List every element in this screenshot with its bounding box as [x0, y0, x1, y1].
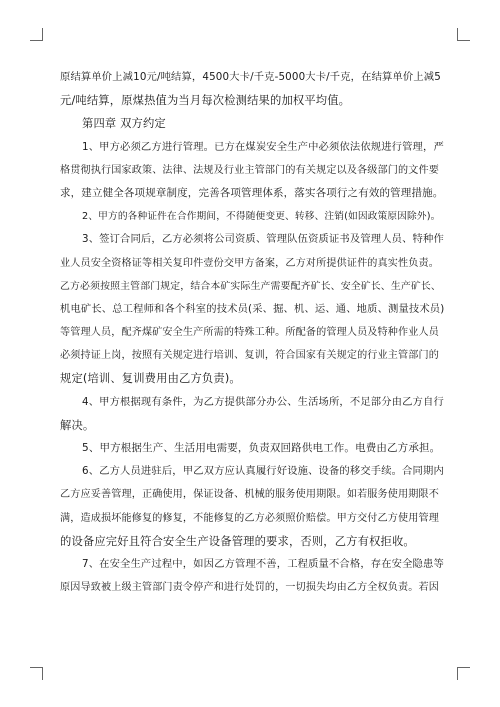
text-line: 业人员安全资格证等相关复印件壹份交甲方备案，乙方对所提供证件的真实性负责。	[60, 257, 440, 269]
text-line: 格贯彻执行国家政策、法律、法规及行业主管部门的有关规定以及各级部门的文件要	[60, 164, 440, 176]
text-line: 原因导致被上级主管部门责令停产和进行处罚的，一切损失均由乙方全权负责。若因	[60, 582, 440, 594]
text-line: 必须持证上岗，按照有关规定进行培训、复训，符合国家有关规定的行业主管部门的	[60, 350, 440, 362]
text-line: 1、甲方必须乙方进行管理。已方在煤炭安全生产中必须依法依规进行管理，严	[82, 140, 444, 153]
text-line: 6、乙方人员进驻后，甲乙双方应认真履行好设施、设备的移交手续。合同期内	[82, 465, 444, 478]
text-line: 满，造成损坏能修复的修复，不能修复的乙方必须照价赔偿。甲方交付乙方使用管理	[60, 512, 440, 524]
text-line: 2、甲方的各种证件在合作期间，不得随便变更、转移、注销(如因政策原因除外)。	[82, 211, 441, 223]
text-line: 5、甲方根据生产、生活用电需要，负责双回路供电工作。电费由乙方承担。	[82, 442, 441, 454]
text-line: 的设备应完好且符合安全生产设备管理的要求，否则，乙方有权拒收。	[60, 534, 415, 548]
crop-mark-bottom-right	[457, 667, 470, 680]
crop-mark-top-right	[457, 28, 470, 41]
text-line: 4、甲方根据现有条件，为乙方提供部分办公、生活场所，不足部分由乙方自行	[82, 395, 444, 408]
text-line: 元/吨结算，原煤热值为当月每次检测结果的加权平均值。	[60, 94, 351, 108]
document-body	[60, 66, 444, 599]
text-line: 第四章 双方约定	[82, 117, 166, 131]
crop-mark-bottom-left	[30, 667, 43, 680]
text-line: 乙方应妥善管理，正确使用，保证设备、机械的服务使用期限。如若服务使用期限不	[60, 489, 440, 501]
text-line: 解决。	[60, 418, 95, 432]
text-line: 乙方必须按照主管部门规定，结合本矿实际生产需要配齐矿长、安全矿长、生产矿长、	[60, 280, 441, 292]
text-line: 规定(培训、复训费用由乙方负责)。	[60, 372, 241, 386]
text-line: 机电矿长、总工程师和各个科室的技术员(采、掘、机、运、通、地质、测量技术员)	[60, 302, 445, 315]
text-line: 原结算单价上减10元/吨结算，4500大卡/千克-5000大卡/千克，在结算单价上减5	[60, 71, 441, 83]
text-line: 7、在安全生产过程中，如因乙方管理不善，工程质量不合格，存在安全隐患等	[82, 557, 444, 570]
crop-mark-top-left	[30, 28, 43, 41]
text-line: 3、签订合同后，乙方必须将公司资质、管理队伍资质证书及管理人员、特种作	[82, 233, 444, 246]
text-line: 等管理人员，配齐煤矿安全生产所需的特殊工种。所配备的管理人员及特种作业人员	[60, 327, 440, 339]
text-line: 求，建立健全各项规章制度，完善各项管理体系，落实各项行之有效的管理措施。	[60, 186, 444, 199]
